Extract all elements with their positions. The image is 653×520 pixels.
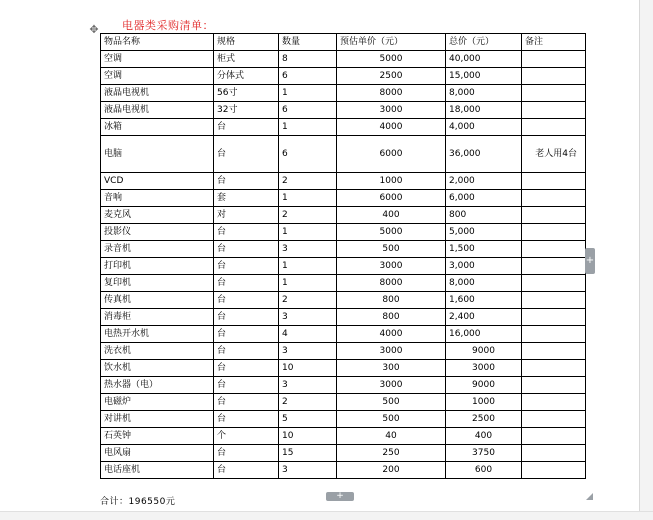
cell-quantity: 6 [279,68,337,85]
header-quantity: 数量 [279,34,337,51]
cell-spec: 台 [214,343,279,360]
cell-note [522,343,586,360]
cell-item-name: 电热开水机 [101,326,214,343]
table-row [101,119,586,136]
cell-quantity: 5 [279,411,337,428]
cell-quantity: 6 [279,136,337,173]
cell-spec: 台 [214,394,279,411]
cell-unit-price: 200 [337,462,446,479]
cell-note [522,360,586,377]
cell-unit-price: 300 [337,360,446,377]
cell-quantity: 1 [279,119,337,136]
cell-note [522,258,586,275]
cell-note [522,292,586,309]
table-row [101,377,586,394]
cell-total: 16,000 [446,326,522,343]
grand-total: 合计：196550元 [100,497,176,507]
cell-item-name: 传真机 [101,292,214,309]
cell-item-name: 液晶电视机 [101,102,214,119]
cell-unit-price: 1000 [337,173,446,190]
cell-spec: 台 [214,224,279,241]
cell-total: 2,400 [446,309,522,326]
cell-note [522,428,586,445]
cell-unit-price: 800 [337,309,446,326]
table-row [101,326,586,343]
cell-note [522,68,586,85]
cell-quantity: 2 [279,207,337,224]
cell-spec: 台 [214,275,279,292]
cell-item-name: 音响 [101,190,214,207]
cell-quantity: 8 [279,51,337,68]
cell-quantity: 2 [279,394,337,411]
cell-total: 600 [446,462,522,479]
cell-total: 400 [446,428,522,445]
cell-quantity: 1 [279,258,337,275]
cell-total: 8,000 [446,275,522,292]
cell-unit-price: 3000 [337,102,446,119]
cell-note [522,85,586,102]
table-row [101,68,586,85]
table-row [101,258,586,275]
cell-note [522,190,586,207]
cell-total: 2,000 [446,173,522,190]
cell-note [522,411,586,428]
table-row [101,85,586,102]
header-note: 备注 [522,34,586,51]
cell-quantity: 3 [279,343,337,360]
cell-item-name: 打印机 [101,258,214,275]
cell-item-name: 电磁炉 [101,394,214,411]
cell-note [522,462,586,479]
cell-spec: 32寸 [214,102,279,119]
table-row [101,292,586,309]
cell-spec: 台 [214,173,279,190]
cell-item-name: 热水器（电） [101,377,214,394]
cell-unit-price: 3000 [337,377,446,394]
table-resize-corner-icon[interactable] [586,493,593,500]
table-row [101,343,586,360]
cell-total: 3,000 [446,258,522,275]
cell-spec: 台 [214,411,279,428]
cell-total: 800 [446,207,522,224]
cell-spec: 套 [214,190,279,207]
cell-unit-price: 4000 [337,119,446,136]
cell-note [522,394,586,411]
cell-note [522,173,586,190]
table-row [101,462,586,479]
cell-total: 15,000 [446,68,522,85]
cell-quantity: 1 [279,224,337,241]
cell-item-name: 饮水机 [101,360,214,377]
cell-spec: 台 [214,241,279,258]
table-row [101,136,586,173]
cell-spec: 台 [214,377,279,394]
cell-item-name: 麦克风 [101,207,214,224]
cell-spec: 台 [214,258,279,275]
table-row [101,428,586,445]
cell-note [522,224,586,241]
cell-total: 4,000 [446,119,522,136]
cell-item-name: 消毒柜 [101,309,214,326]
cell-item-name: 洗衣机 [101,343,214,360]
cell-item-name: 电风扇 [101,445,214,462]
table-row [101,394,586,411]
cell-unit-price: 800 [337,292,446,309]
cell-item-name: 空调 [101,51,214,68]
cell-spec: 台 [214,360,279,377]
cell-note [522,326,586,343]
cell-total: 9000 [446,377,522,394]
cell-spec: 台 [214,292,279,309]
cell-quantity: 4 [279,326,337,343]
cell-spec: 台 [214,136,279,173]
cell-note [522,275,586,292]
cell-total: 9000 [446,343,522,360]
cell-total: 5,000 [446,224,522,241]
table-row [101,224,586,241]
cell-unit-price: 500 [337,241,446,258]
cell-unit-price: 500 [337,394,446,411]
cell-total: 2500 [446,411,522,428]
cell-spec: 台 [214,309,279,326]
cell-quantity: 15 [279,445,337,462]
cell-unit-price: 500 [337,411,446,428]
window-bottom-edge [0,511,653,520]
cell-total: 1,500 [446,241,522,258]
cell-item-name: 石英钟 [101,428,214,445]
table-row [101,360,586,377]
cell-note [522,51,586,68]
cell-item-name: 电脑 [101,136,214,173]
cell-spec: 分体式 [214,68,279,85]
cell-total: 6,000 [446,190,522,207]
cell-total: 3000 [446,360,522,377]
cell-note [522,309,586,326]
cell-total: 1000 [446,394,522,411]
cell-unit-price: 6000 [337,136,446,173]
cell-spec: 56寸 [214,85,279,102]
cell-total: 36,000 [446,136,522,173]
cell-item-name: 电话座机 [101,462,214,479]
cell-unit-price: 4000 [337,326,446,343]
cell-quantity: 6 [279,102,337,119]
cell-item-name: VCD [101,173,214,190]
header-unit-price: 预估单价（元） [337,34,446,51]
table-row [101,241,586,258]
purchase-table [100,33,586,479]
cell-quantity: 10 [279,360,337,377]
cell-spec: 柜式 [214,51,279,68]
cell-unit-price: 40 [337,428,446,445]
table-row [101,445,586,462]
table-row [101,275,586,292]
cell-unit-price: 6000 [337,190,446,207]
cell-unit-price: 250 [337,445,446,462]
table-row [101,102,586,119]
add-row-plus-icon[interactable]: + [326,492,354,501]
cell-unit-price: 5000 [337,224,446,241]
cell-unit-price: 2500 [337,68,446,85]
table-row [101,51,586,68]
cell-item-name: 液晶电视机 [101,85,214,102]
document-title: 电器类采购清单： [122,19,214,32]
table-body [101,51,586,479]
cell-spec: 台 [214,445,279,462]
cell-spec: 个 [214,428,279,445]
cell-quantity: 3 [279,241,337,258]
cell-spec: 台 [214,462,279,479]
cell-unit-price: 400 [337,207,446,224]
cell-spec: 台 [214,119,279,136]
cell-item-name: 冰箱 [101,119,214,136]
add-column-plus-icon[interactable]: + [585,248,595,274]
cell-total: 40,000 [446,51,522,68]
table-row [101,173,586,190]
cell-total: 3750 [446,445,522,462]
table-row [101,207,586,224]
cell-note [522,445,586,462]
cell-quantity: 1 [279,85,337,102]
cell-unit-price: 3000 [337,258,446,275]
cell-unit-price: 8000 [337,85,446,102]
cell-note [522,119,586,136]
cell-unit-price: 5000 [337,51,446,68]
header-item-name: 物品名称 [101,34,214,51]
cell-total: 8,000 [446,85,522,102]
cell-unit-price: 3000 [337,343,446,360]
cell-note [522,102,586,119]
cell-quantity: 2 [279,173,337,190]
cell-quantity: 3 [279,377,337,394]
cell-note [522,377,586,394]
cell-note: 老人用4台 [522,136,586,173]
table-header-row [101,34,586,51]
cell-item-name: 录音机 [101,241,214,258]
cell-item-name: 投影仪 [101,224,214,241]
cell-quantity: 10 [279,428,337,445]
header-total: 总价（元） [446,34,522,51]
cell-quantity: 3 [279,462,337,479]
table-row [101,411,586,428]
cell-spec: 台 [214,326,279,343]
cell-total: 18,000 [446,102,522,119]
cell-item-name: 复印机 [101,275,214,292]
cell-quantity: 1 [279,275,337,292]
cell-item-name: 空调 [101,68,214,85]
cell-note [522,207,586,224]
cell-quantity: 2 [279,292,337,309]
cell-item-name: 对讲机 [101,411,214,428]
header-spec: 规格 [214,34,279,51]
cell-spec: 对 [214,207,279,224]
table-move-icon[interactable]: ✥ [89,23,99,36]
cell-quantity: 3 [279,309,337,326]
cell-note [522,241,586,258]
cell-unit-price: 8000 [337,275,446,292]
table-row [101,309,586,326]
table-row [101,190,586,207]
cell-total: 1,600 [446,292,522,309]
window-right-edge [639,0,653,520]
cell-quantity: 1 [279,190,337,207]
